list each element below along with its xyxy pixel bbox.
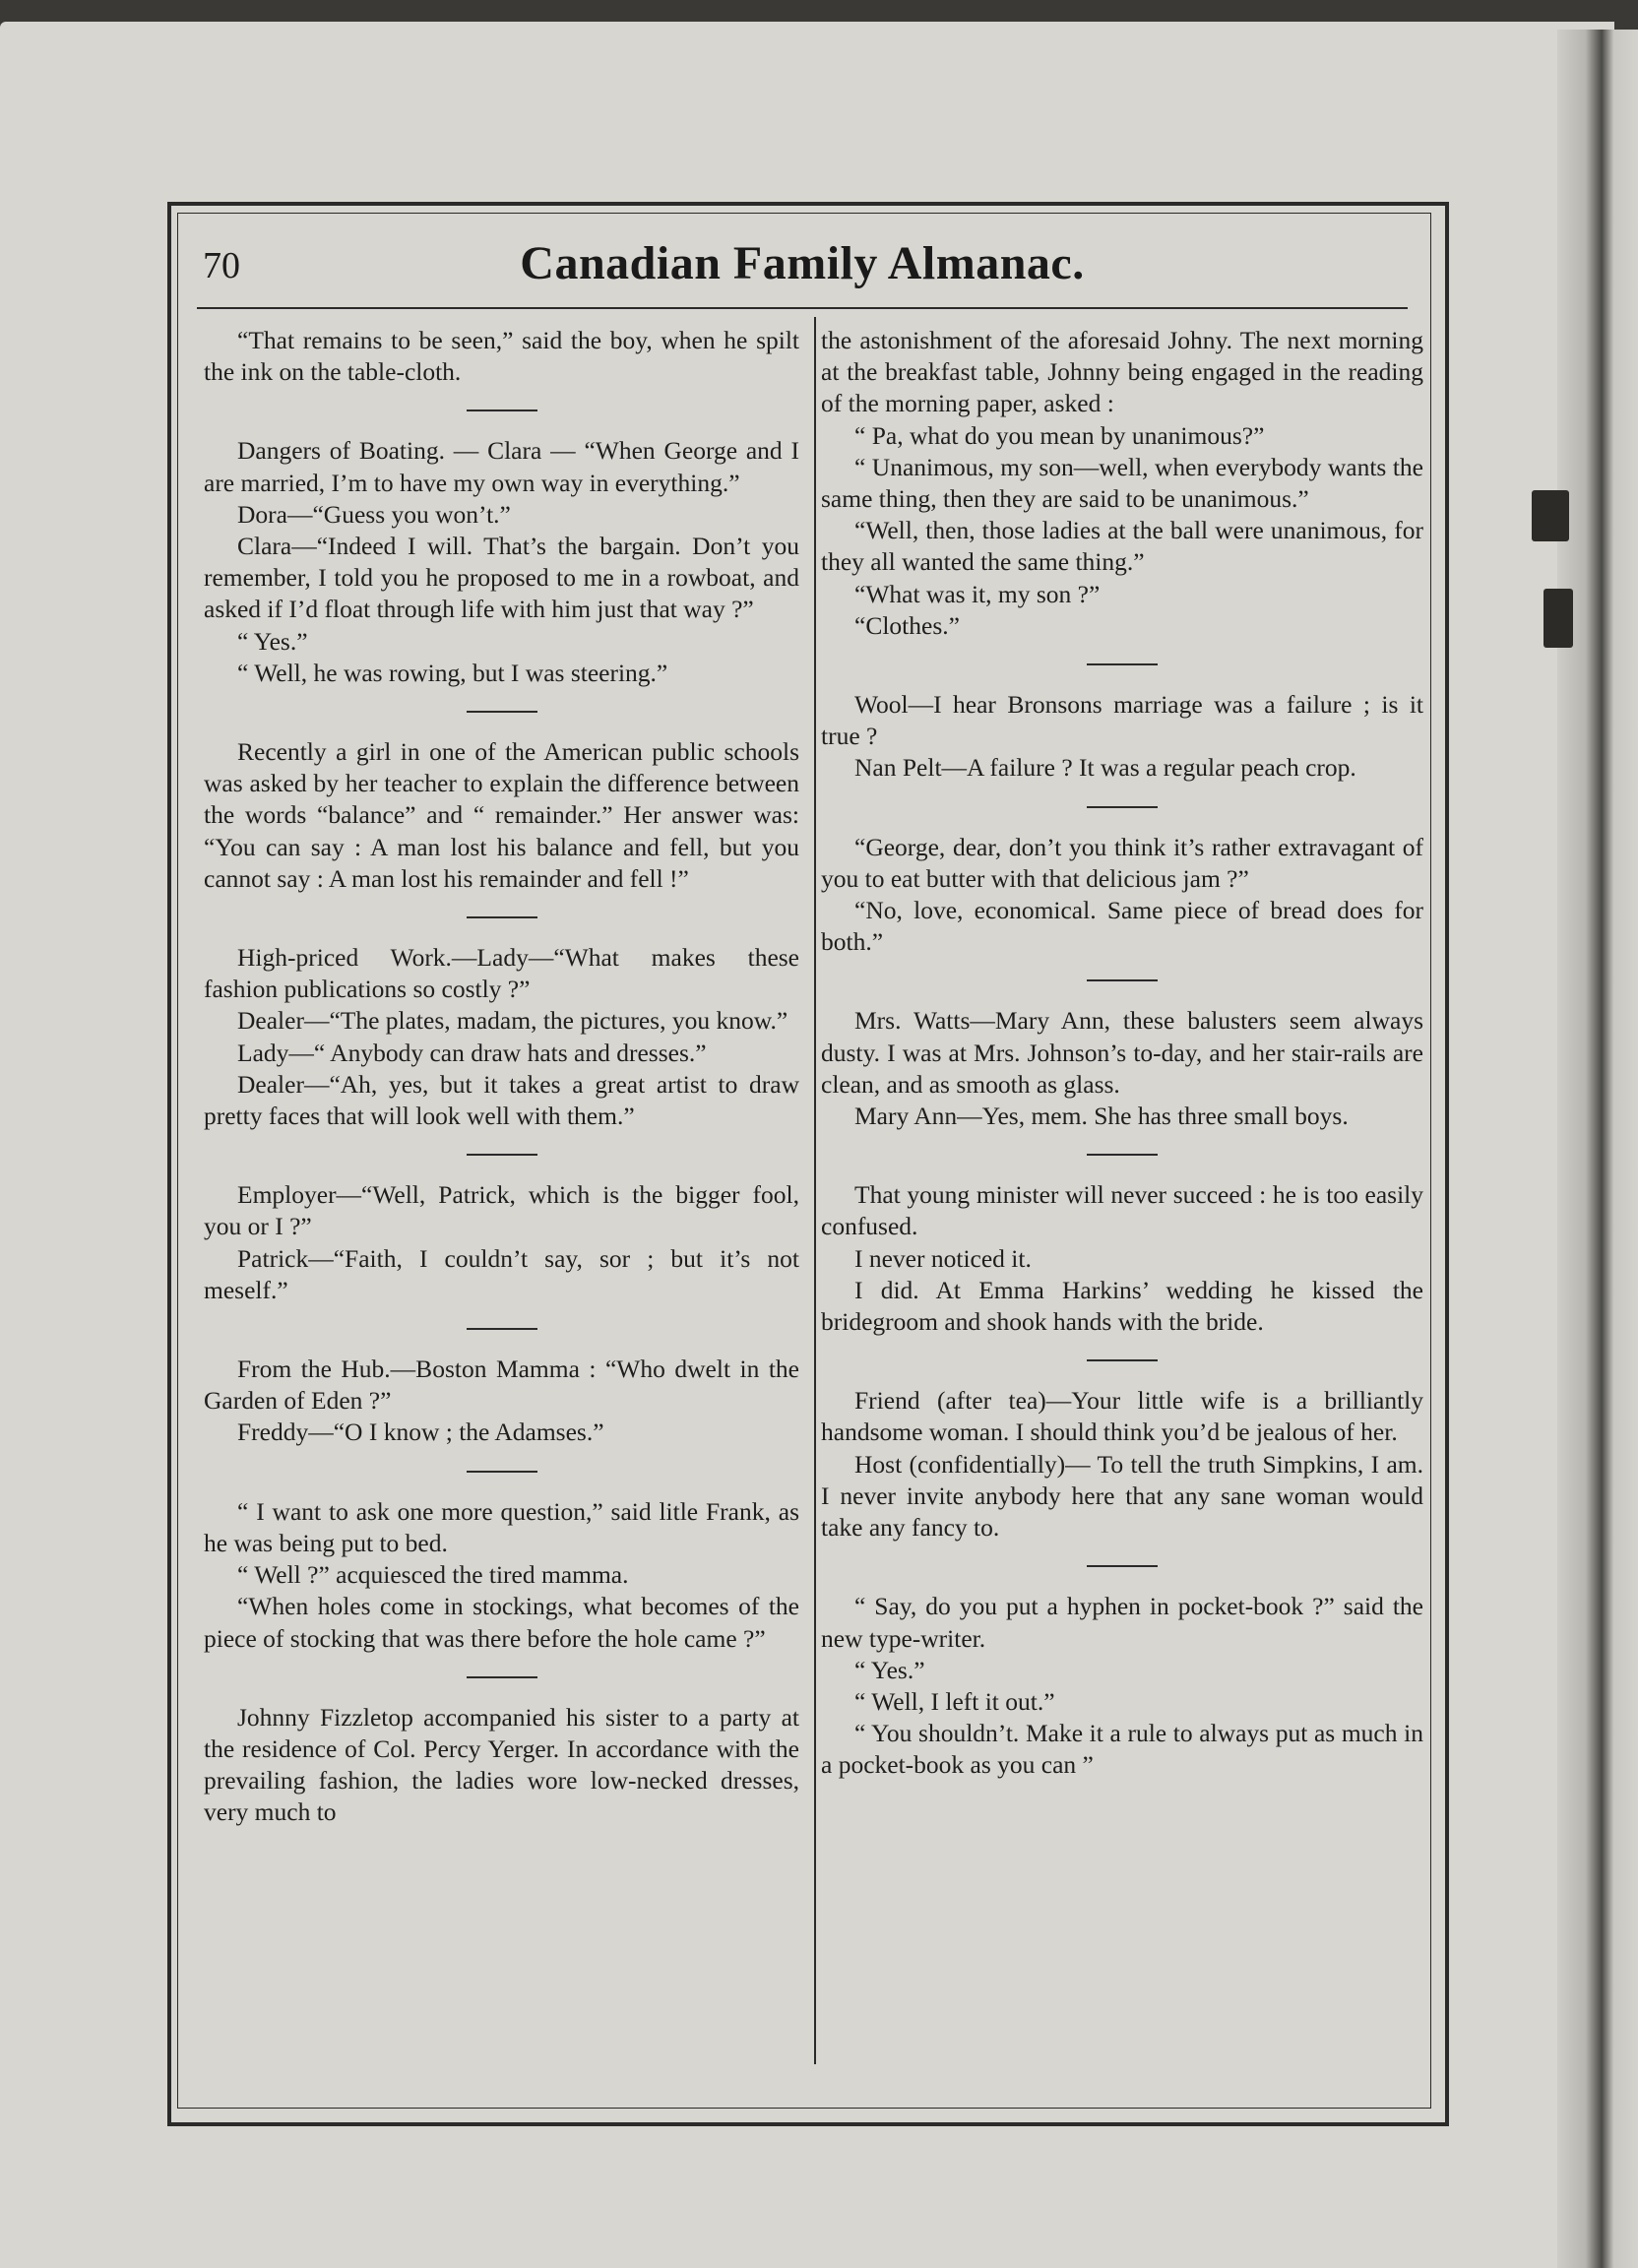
item-separator	[1087, 979, 1158, 981]
joke-item	[204, 1702, 799, 1829]
text-paragraph: Dora—“Guess you won’t.”	[237, 499, 511, 529]
joke-item	[204, 736, 799, 895]
text-paragraph: Recently a girl in one of the American public schools was asked by her teacher to explain the difference between the words “balance” and “ remainder.” Her answer was: “You can say : A man lost his balance and fell, but you cannot say : A man lost his remainder and fell !”	[204, 737, 799, 893]
text-paragraph: High-priced Work.—Lady—“What makes these fashion publications so costly ?”	[204, 943, 799, 1004]
text-paragraph: Friend (after tea)—Your little wife is a brilliantly handsome woman. I should think you’d be jealous of her.	[821, 1386, 1423, 1447]
text-paragraph: Nan Pelt—A failure ? It was a regular peach crop.	[854, 753, 1356, 783]
joke-item	[821, 689, 1423, 785]
text-paragraph: “What was it, my son ?”	[854, 579, 1101, 608]
text-paragraph: Dealer—“Ah, yes, but it takes a great artist to draw pretty faces that will look well with them.”	[204, 1069, 799, 1131]
page-header	[197, 228, 1408, 309]
text-paragraph: “ You shouldn’t. Make it a rule to always put as much in a pocket-book as you can ”	[821, 1719, 1423, 1780]
text-paragraph: “ Say, do you put a hyphen in pocket-book ?” said the new type-writer.	[821, 1592, 1423, 1653]
text-paragraph: Dealer—“The plates, madam, the pictures, you know.”	[237, 1006, 788, 1036]
item-separator	[1087, 663, 1158, 665]
text-paragraph: “Clothes.”	[854, 610, 960, 640]
joke-item	[204, 1496, 799, 1655]
text-paragraph: “ Well, I left it out.”	[854, 1686, 1055, 1716]
joke-item	[821, 1179, 1423, 1338]
column-divider	[814, 317, 816, 2064]
binding-clip	[1544, 589, 1573, 648]
text-paragraph: “Well, then, those ladies at the ball were unanimous, for they all wanted the same thing.”	[821, 516, 1423, 577]
item-separator	[467, 1471, 537, 1473]
joke-item	[204, 435, 799, 689]
text-paragraph: “ Yes.”	[237, 626, 308, 656]
text-paragraph: “That remains to be seen,” said the boy, when he spilt the ink on the table-cloth.	[204, 326, 799, 387]
text-paragraph: Mrs. Watts—Mary Ann, these balusters seem always dusty. I was at Mrs. Johnson’s to-day, and her stair-rails are clean, and as smooth as glass.	[821, 1006, 1423, 1099]
text-paragraph: “George, dear, don’t you think it’s rather extravagant of you to eat butter with that delicious jam ?”	[821, 832, 1423, 893]
joke-item	[204, 325, 799, 388]
text-paragraph: “ Unanimous, my son—well, when everybody wants the same thing, then they are said to be unanimous.”	[821, 452, 1423, 514]
joke-item	[821, 1005, 1423, 1132]
item-separator	[1087, 806, 1158, 808]
page-number: 70	[203, 245, 240, 286]
joke-item	[204, 1354, 799, 1449]
item-separator	[467, 1328, 537, 1330]
text-paragraph: Dangers of Boating. — Clara — “When George and I are married, I’m to have my own way in everything.”	[204, 436, 799, 497]
text-paragraph: From the Hub.—Boston Mamma : “Who dwelt in the Garden of Eden ?”	[204, 1354, 799, 1416]
text-paragraph: Host (confidentially)— To tell the truth Simpkins, I am. I never invite anybody here that any sane woman would take any fancy to.	[821, 1449, 1423, 1543]
text-paragraph: “When holes come in stockings, what becomes of the piece of stocking that was there before the hole came ?”	[204, 1592, 799, 1653]
text-paragraph: That young minister will never succeed : he is too easily confused.	[821, 1180, 1423, 1241]
page-title: Canadian Family Almanac.	[520, 237, 1085, 289]
text-paragraph: “ Well ?” acquiesced the tired mamma.	[237, 1560, 629, 1590]
text-paragraph: the astonishment of the aforesaid Johny. The next morning at the breakfast table, Johnny being engaged in the reading of the morning paper, asked :	[821, 326, 1423, 418]
item-separator	[1087, 1359, 1158, 1361]
binding-clip	[1532, 490, 1569, 541]
text-paragraph: I did. At Emma Harkins’ wedding he kissed the bridegroom and shook hands with the bride.	[821, 1275, 1423, 1337]
joke-item	[821, 1591, 1423, 1781]
item-separator	[467, 711, 537, 713]
joke-item	[204, 942, 799, 1132]
item-separator	[467, 1154, 537, 1156]
joke-item	[821, 1385, 1423, 1544]
text-paragraph: Mary Ann—Yes, mem. She has three small boys.	[854, 1102, 1349, 1131]
text-paragraph: I never noticed it.	[854, 1243, 1032, 1273]
text-paragraph: “ Yes.”	[854, 1655, 925, 1684]
text-paragraph: Clara—“Indeed I will. That’s the bargain. Don’t you remember, I told you he proposed to me in a rowboat, and asked if I’d float through life with him just that way ?”	[204, 532, 799, 624]
item-separator	[1087, 1565, 1158, 1567]
text-paragraph: Freddy—“O I know ; the Adamses.”	[237, 1418, 604, 1447]
text-paragraph: “No, love, economical. Same piece of bread does for both.”	[821, 896, 1423, 957]
text-paragraph: “ Well, he was rowing, but I was steering.”	[237, 658, 668, 687]
item-separator	[467, 410, 537, 411]
text-paragraph: Employer—“Well, Patrick, which is the bigger fool, you or I ?”	[204, 1180, 799, 1241]
text-paragraph: Lady—“ Anybody can draw hats and dresses.”	[237, 1038, 707, 1067]
joke-item	[821, 325, 1423, 642]
book-spine	[1557, 30, 1638, 2268]
item-separator	[1087, 1154, 1158, 1156]
text-paragraph: Patrick—“Faith, I couldn’t say, sor ; but it’s not meself.”	[204, 1243, 799, 1304]
text-paragraph: Wool—I hear Bronsons marriage was a failure ; is it true ?	[821, 690, 1423, 751]
joke-item	[821, 832, 1423, 959]
text-paragraph: “ Pa, what do you mean by unanimous?”	[854, 420, 1265, 450]
right-column	[821, 325, 1423, 2067]
item-separator	[467, 1676, 537, 1678]
item-separator	[467, 916, 537, 918]
text-paragraph: Johnny Fizzletop accompanied his sister to a party at the residence of Col. Percy Yerger. In accordance with the prevailing fashion, the ladies wore low-necked dresses, very much to	[204, 1702, 799, 1827]
text-paragraph: “ I want to ask one more question,” said litle Frank, as he was being put to bed.	[204, 1496, 799, 1557]
joke-item	[204, 1179, 799, 1306]
left-column	[204, 325, 799, 2067]
